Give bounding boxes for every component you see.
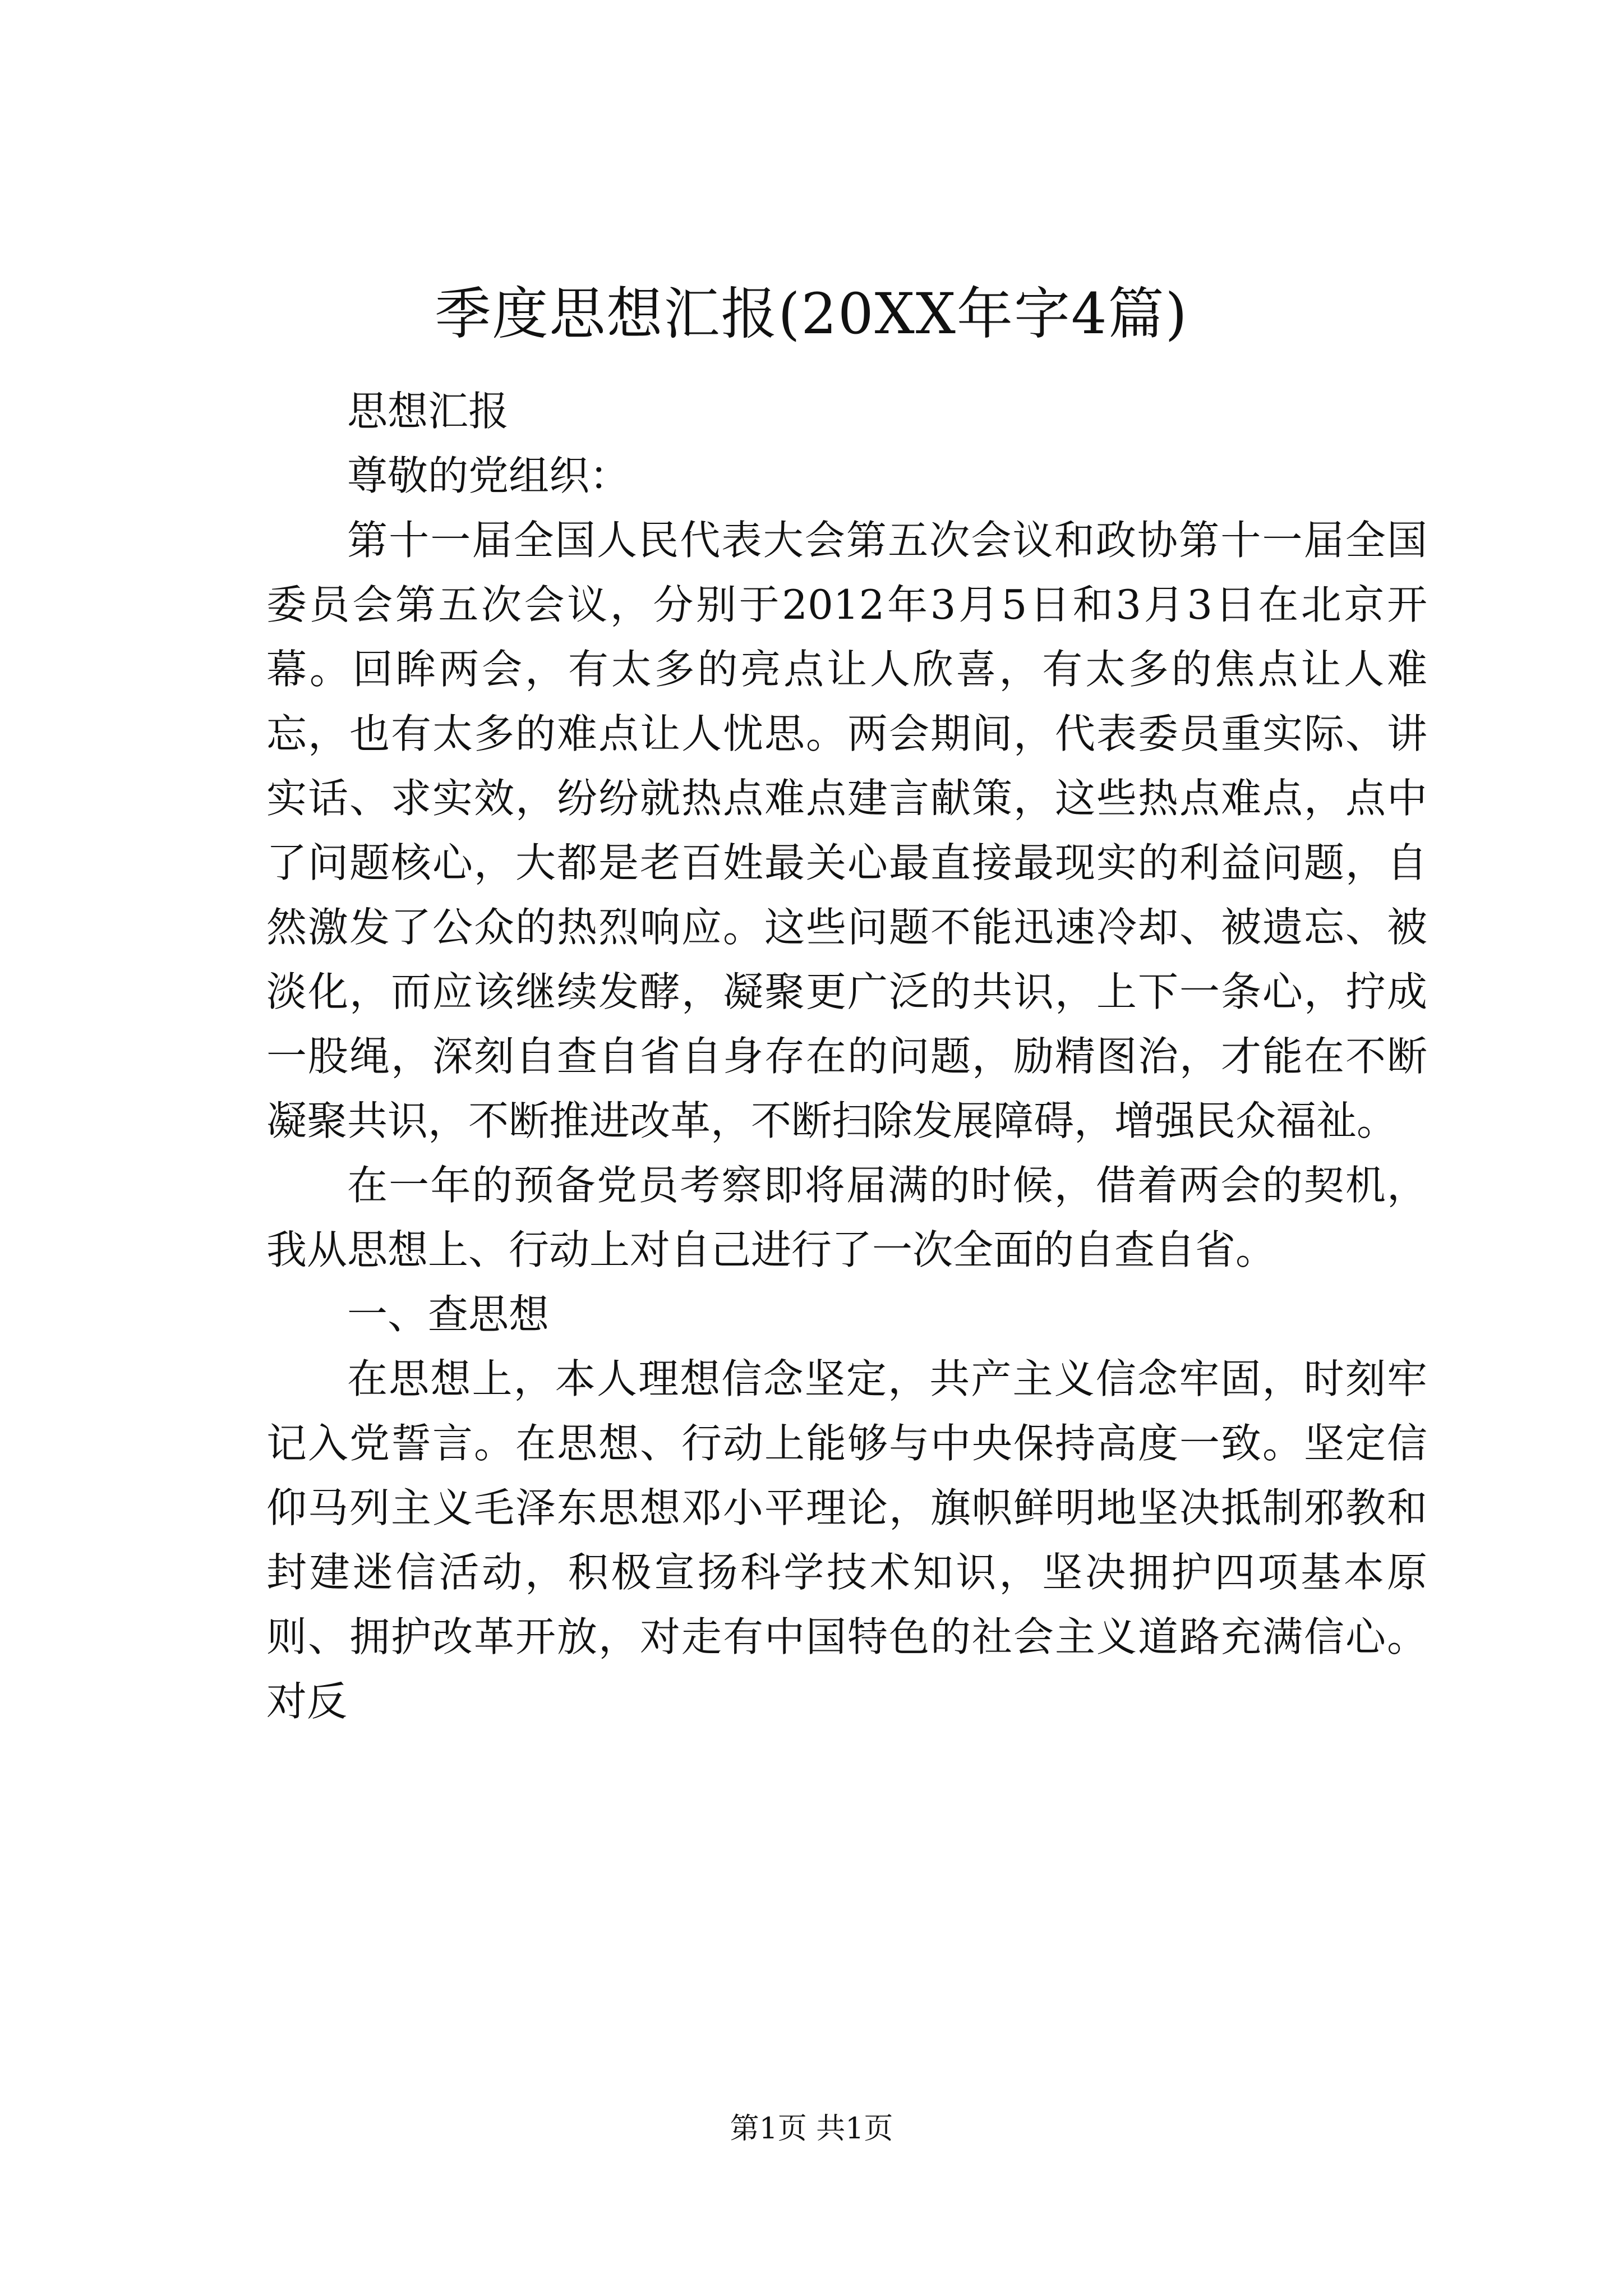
section-heading: 一、查思想 — [347, 1291, 550, 1338]
document-title: 季度思想汇报(20XX年字4篇) — [435, 281, 1188, 347]
body-paragraph: 在一年的预备党员考察即将届满的时候，借着两会的契机，我从思想上、行动上对自己进行了一次全面的自查自省。 — [266, 1162, 1427, 1273]
page-footer: 第1页 共1页 — [730, 2112, 893, 2146]
body-paragraph: 在思想上，本人理想信念坚定，共产主义信念牢固，时刻牢记入党誓言。在思想、行动上能够与中央保持高度一致。坚定信仰马列主义毛泽东思想邓小平理论，旗帜鲜明地坚决抵制邪教和封建迷信活动，积极宣扬科学技术知识，坚决拥护四项基本原则、拥护改革开放，对走有中国特色的社会主义道路充满信心。对反 — [266, 1355, 1427, 1725]
salutation: 尊敬的党组织： — [347, 452, 630, 499]
body-paragraph: 第十一届全国人民代表大会第五次会议和政协第十一届全国委员会第五次会议，分别于2012年3月5日和3月3日在北京开幕。回眸两会，有太多的亮点让人欣喜，有太多的焦点让人难忘，也有太多的难点让人忧思。两会期间，代表委员重实际、讲实话、求实效，纷纷就热点难点建言献策，这些热点难点，点中了问题核心，大都是老百姓最关心最直接最现实的利益问题，自然激发了公众的热烈响应。这些问题不能迅速冷却、被遗忘、被淡化，而应该继续发酵，凝聚更广泛的共识，上下一条心，拧成一股绳，深刻自查自省自身存在的问题，励精图治，才能在不断凝聚共识，不断推进改革，不断扫除发展障碍，增强民众福祉。 — [266, 517, 1427, 1144]
document-body — [266, 379, 1427, 1734]
heading-thought-report: 思想汇报 — [347, 388, 509, 435]
